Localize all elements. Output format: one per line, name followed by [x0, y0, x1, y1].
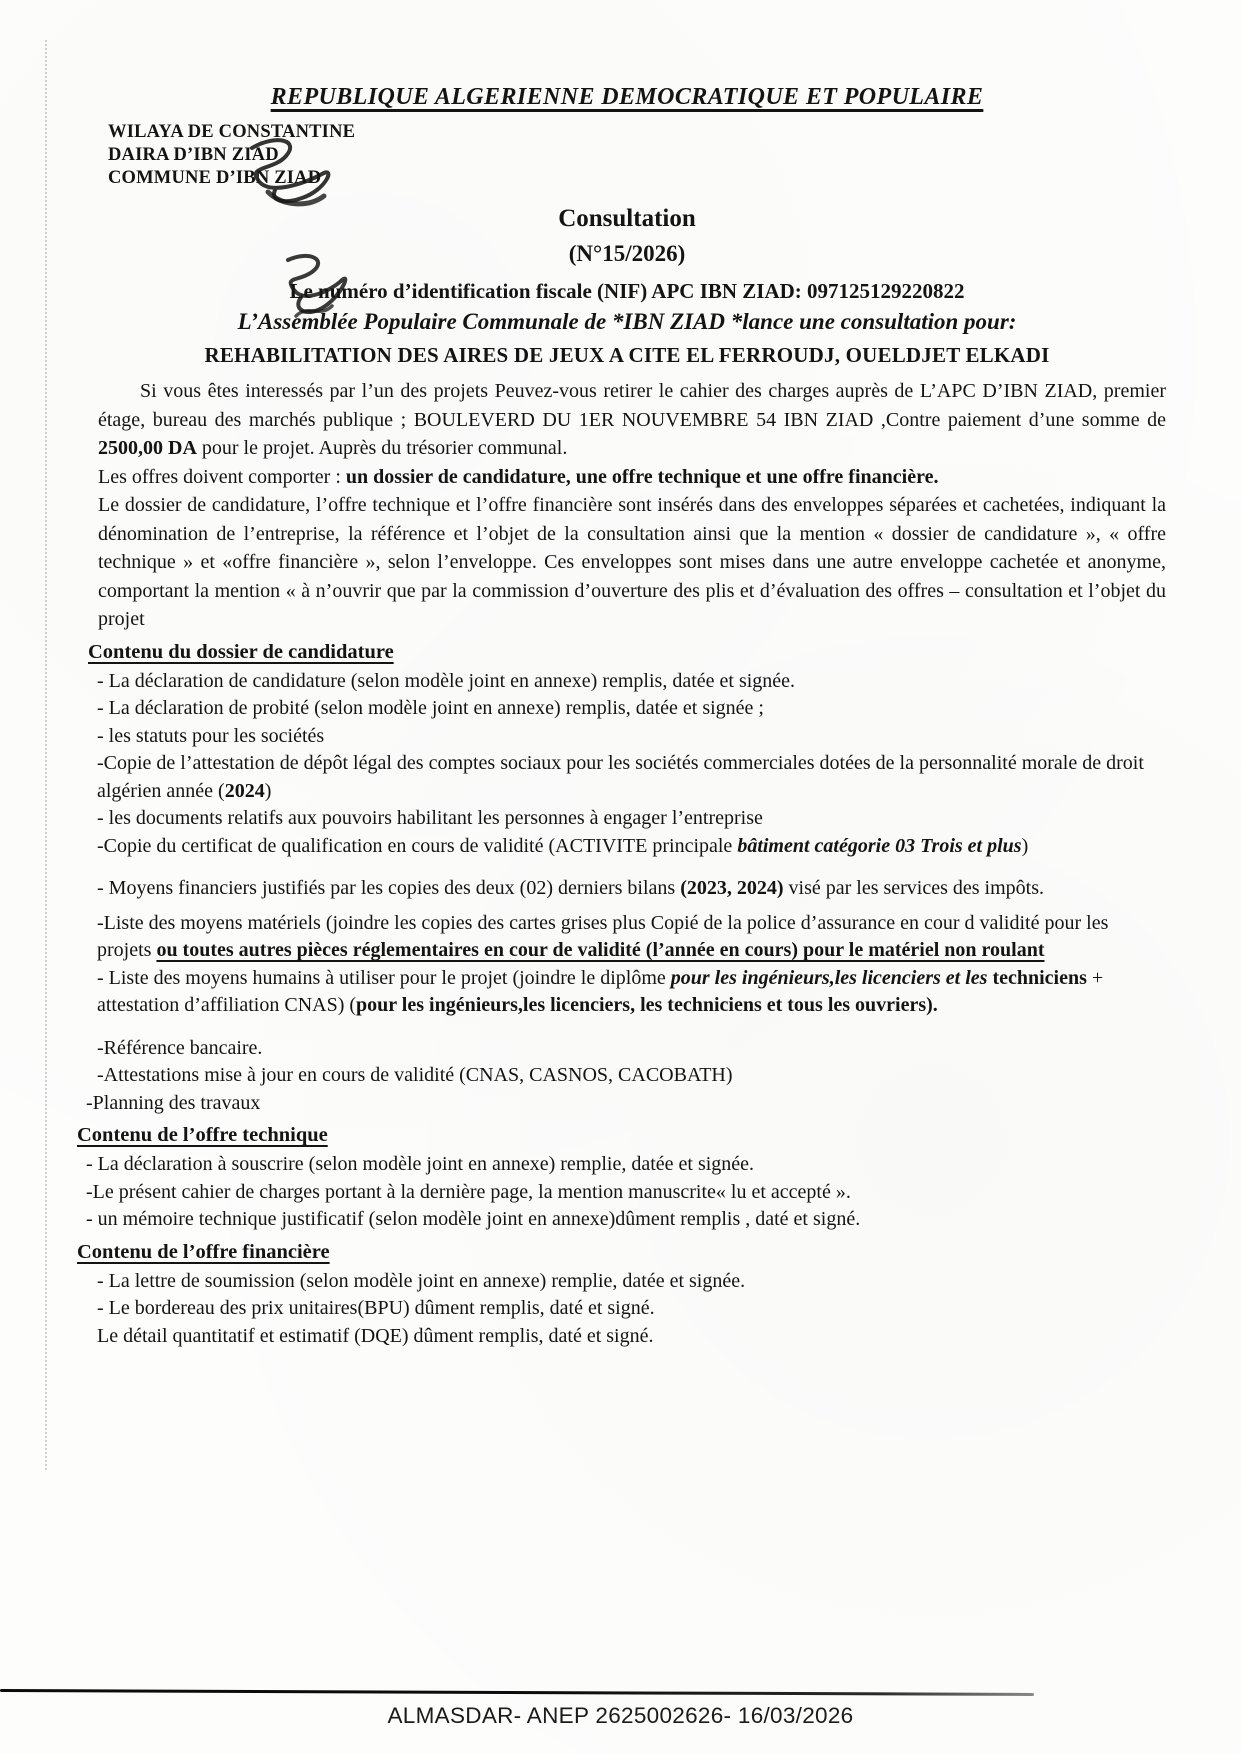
list-item: - La déclaration à souscrire (selon modèle joint en annexe) remplie, datée et signée. [86, 1153, 755, 1175]
paragraph: Si vous êtes interessés par l’un des projets Peuvez-vous retirer le cahier des charges auprès de L’APC D’IBN ZIAD, premier étage, bureau des marchés publique ; BOULEVERD DU 1ER NOUVEMBRE 54 IBN ZIAD ,Contre paiement d’une somme de 2500,00 DA pour le projet. Auprès du trésorier communal. [98, 380, 1166, 459]
authority-block [108, 121, 1166, 190]
footer-rule [0, 1689, 1034, 1696]
list-item: - La lettre de soumission (selon modèle joint en annexe) remplie, datée et signée. [97, 1269, 746, 1292]
republic-title: REPUBLIQUE ALGERIENNE DEMOCRATIQUE ET POPULAIRE [270, 84, 984, 110]
list-item: -Planning des travaux [86, 1091, 261, 1114]
section-heading: Contenu de l’offre financière [77, 1240, 330, 1263]
list-item: -Copie de l’attestation de dépôt légal des comptes sociaux pour les sociétés commerciales dotées de la personnalité morale de droit algérien année (2024) [97, 752, 1144, 802]
paragraph: Le dossier de candidature, l’offre technique et l’offre financière sont insérés dans des enveloppes séparées et cachetées, indiquant la dénomination de l’entreprise, la référence et l’objet de la consultation ainsi que la mention « dossier de candidature », « offre technique » et «offre financière », selon l’enveloppe. Ces enveloppes sont mises dans une autre enveloppe cachetée et anonyme, comportant la mention « à n’ouvrir que par la commission d’ouverture des plis et d’évaluation des offres – consultation et l’objet du projet [98, 494, 1166, 630]
list-item: - Liste des moyens humains à utiliser pour le projet (joindre le diplôme pour les ingénieurs,les licenciers et les techniciens + attestation d’affiliation CNAS) (pour les ingénieurs,les licenciers, les techniciens et tous les ouvriers). [97, 966, 1104, 1016]
list-item: -Liste des moyens matériels (joindre les copies des cartes grises plus Copié de la police d’assurance en cour d validité pour les projets ou toutes autres pièces réglementaires en cour de validité (l’année en cours) pour le matériel non roulant [97, 911, 1109, 961]
list-item: - Le bordereau des prix unitaires(BPU) dûment remplis, daté et signé. [97, 1297, 655, 1319]
list-item: - Moyens financiers justifiés par les copies des deux (02) derniers bilans (2023, 2024) visé par les services des impôts. [97, 877, 1045, 899]
list-item: - les documents relatifs aux pouvoirs habilitant les personnes à engager l’entreprise [97, 807, 763, 829]
list-item: - La déclaration de probité (selon modèle joint en annexe) remplis, datée et signée ; [97, 697, 764, 719]
authority-line-commune: COMMUNE D’IBN ZIAD [108, 168, 322, 188]
list-item: -Copie du certificat de qualification en cours de validité (ACTIVITE principale bâtiment catégorie 03 Trois et plus) [97, 834, 1029, 857]
document-body [77, 377, 1166, 1350]
nif-line: Le numéro d’identification fiscale (NIF) APC IBN ZIAD: 097125129220822 [289, 279, 965, 303]
list-item: Le détail quantitatif et estimatif (DQE) dûment remplis, daté et signé. [97, 1324, 654, 1347]
authority-line-wilaya: WILAYA DE CONSTANTINE [108, 122, 356, 142]
footer-imprint: ALMASDAR- ANEP 2625002626- 16/03/2026 [387, 1703, 854, 1728]
list-item: -Le présent cahier de charges portant à la dernière page, la mention manuscrite« lu et accepté ». [86, 1180, 851, 1203]
list-item: - les statuts pour les sociétés [97, 724, 325, 747]
list-item: -Attestations mise à jour en cours de validité (CNAS, CASNOS, CACOBATH) [97, 1064, 733, 1086]
list-item: - La déclaration de candidature (selon modèle joint en annexe) remplis, datée et signée. [97, 669, 796, 692]
consultation-number: (N°15/2026) [568, 241, 686, 266]
list-item: - un mémoire technique justificatif (selon modèle joint en annexe)dûment remplis , daté et signé. [86, 1208, 861, 1230]
project-title: REHABILITATION DES AIRES DE JEUX A CITE EL FERROUDJ, OUELDJET ELKADI [204, 343, 1050, 367]
scan-artifact-left-edge [45, 40, 47, 1470]
section-heading: Contenu du dossier de candidature [88, 640, 394, 663]
document-content [77, 82, 1166, 1350]
paragraph: Les offres doivent comporter : un dossier de candidature, une offre technique et une offre financière. [98, 465, 939, 488]
list-item: -Référence bancaire. [97, 1036, 263, 1059]
consultation-title: Consultation [558, 205, 696, 232]
section-heading: Contenu de l’offre technique [77, 1124, 328, 1146]
authority-line-daira: DAIRA D’IBN ZIAD [108, 145, 279, 165]
announcement-line: L’Assemblée Populaire Communale de *IBN ZIAD *lance une consultation pour: [237, 309, 1017, 334]
